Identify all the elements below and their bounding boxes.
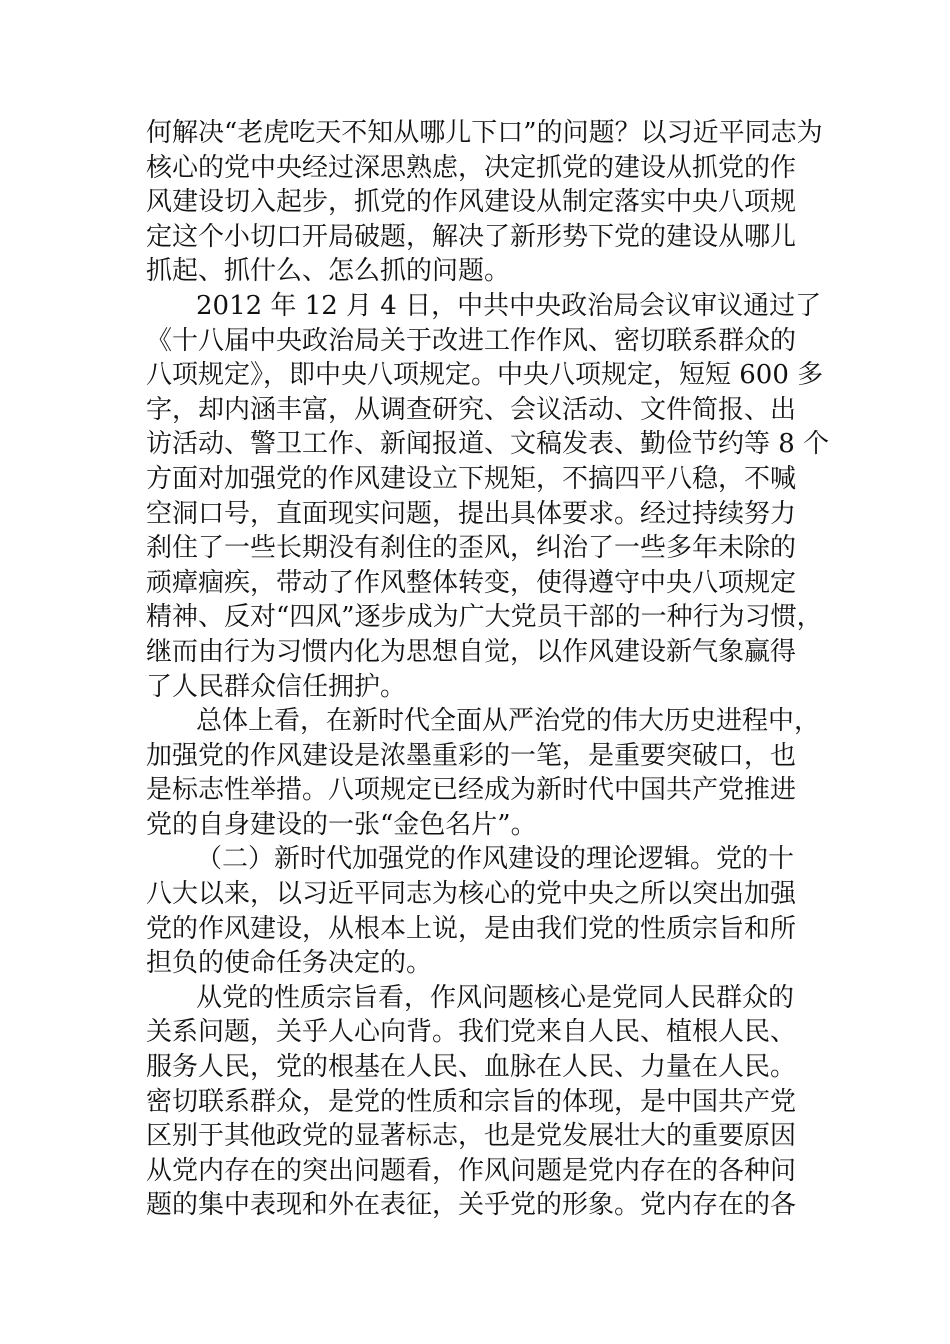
text-line: 八项规定》，即中央八项规定。中央八项规定，短短 600 多 [146, 360, 824, 391]
paragraph-start-line: 2012 年 12 月 4 日，中共中央政治局会议审议通过了 [196, 290, 822, 321]
text-line: 访活动、警卫工作、新闻报道、文稿发表、勤俭节约等 8 个 [146, 429, 830, 460]
text-line: 刹住了一些长期没有刹住的歪风，纠治了一些多年未除的 [146, 533, 797, 564]
text-line: 核心的党中央经过深思熟虑，决定抓党的建设从抓党的作 [146, 152, 797, 183]
text-line: 精神、反对“四风”逐步成为广大党员干部的一种行为习惯， [146, 602, 823, 633]
text-line: 抓起、抓什么、怎么抓的问题。 [146, 256, 511, 287]
document-body [146, 116, 830, 1223]
paragraph-start-line: 总体上看，在新时代全面从严治党的伟大历史进程中， [196, 706, 821, 737]
text-line: 继而由行为习惯内化为思想自觉，以作风建设新气象赢得 [146, 636, 797, 667]
text-line: 何解决“老虎吃天不知从哪儿下口”的问题？以习近平同志为 [146, 118, 823, 148]
paragraph-start-line: 从党的性质宗旨看，作风问题核心是党同人民群众的 [196, 982, 795, 1013]
text-line: 八大以来，以习近平同志为核心的党中央之所以突出加强 [146, 879, 797, 910]
text-line: 顽瘴痼疾，带动了作风整体转变，使得遵守中央八项规定 [146, 567, 797, 598]
text-line: 加强党的作风建设是浓墨重彩的一笔，是重要突破口，也 [146, 740, 797, 771]
text-line: 定这个小切口开局破题，解决了新形势下党的建设从哪儿 [146, 221, 797, 252]
text-line: 了人民群众信任拥护。 [146, 671, 407, 702]
section-heading-line: （二）新时代加强党的作风建设的理论逻辑。党的十 [196, 844, 795, 875]
text-line: 担负的使命任务决定的。 [146, 948, 433, 979]
text-line: 关系问题，关乎人心向背。我们党来自人民、植根人民、 [146, 1017, 797, 1048]
text-line: 是标志性举措。八项规定已经成为新时代中国共产党推进 [146, 775, 797, 806]
text-line: 《十八届中央政治局关于改进工作作风、密切联系群众的 [146, 325, 797, 356]
text-line: 方面对加强党的作风建设立下规矩，不搞四平八稳，不喊 [146, 463, 797, 494]
text-line: 党的自身建设的一张“金色名片”。 [146, 809, 537, 840]
text-line: 密切联系群众，是党的性质和宗旨的体现，是中国共产党 [146, 1086, 797, 1117]
text-line: 从党内存在的突出问题看，作风问题是党内存在的各种问 [146, 1155, 797, 1186]
text-line: 服务人民，党的根基在人民、血脉在人民、力量在人民。 [146, 1052, 797, 1083]
text-line: 区别于其他政党的显著标志，也是党发展壮大的重要原因 [146, 1121, 797, 1152]
text-line: 空洞口号，直面现实问题，提出具体要求。经过持续努力 [146, 498, 797, 529]
text-line: 风建设切入起步，抓党的作风建设从制定落实中央八项规 [146, 187, 797, 218]
text-line: 字，却内涵丰富，从调查研究、会议活动、文件简报、出 [146, 394, 797, 425]
text-line: 题的集中表现和外在表征，关乎党的形象。党内存在的各 [146, 1190, 797, 1221]
text-line: 党的作风建设，从根本上说，是由我们党的性质宗旨和所 [146, 913, 797, 944]
